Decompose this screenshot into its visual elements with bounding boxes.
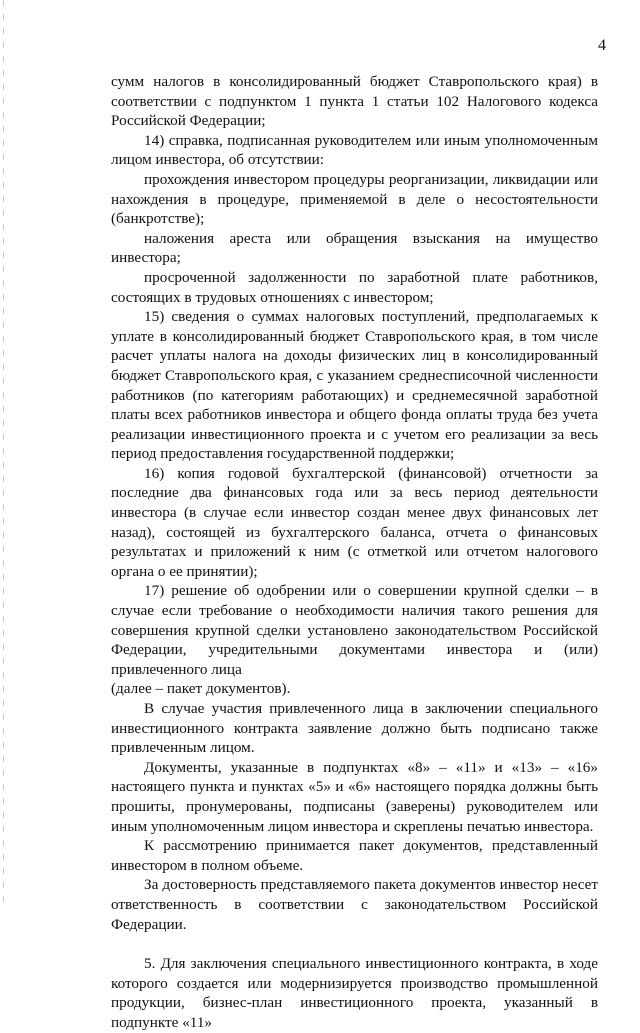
paragraph-item-14: 14) справка, подписанная руководителем или иным уполномоченным лицом инвестора, об отсутствии: xyxy=(111,131,598,169)
scan-edge-artifact xyxy=(3,0,4,905)
paragraph-responsibility: За достоверность представляемого пакета документов инвестор несет ответственность в соответствии с законодательством Российской Федерации. xyxy=(111,876,598,933)
paragraph-attracted-party: В случае участия привлеченного лица в заключении специального инвестиционного контракта заявление должно быть подписано также привлеченным лицом. xyxy=(111,700,598,757)
paragraph-item-15: 15) сведения о суммах налоговых поступлений, предполагаемых к уплате в консолидированный бюджет Ставропольского края, в том числе расчет уплаты налога на доходы физических лиц в консолидированный бюджет Ставропольского края, с указанием среднесписочной численности работников (по категориям работающих) и среднемесячной заработной платы всех работников инвестора и общего фонда оплаты труда без учета реализации инвестиционного проекта и с учетом его реализации за весь период предоставления государственной поддержки; xyxy=(111,308,598,463)
section-gap xyxy=(111,934,598,954)
paragraph-section-5: 5. Для заключения специального инвестиционного контракта, в ходе которого создается или модернизируется производство промышленной продукции, бизнес-план инвестиционного проекта, указанный в подпункте «11» xyxy=(111,955,598,1031)
paragraph-tax-continuation: сумм налогов в консолидированный бюджет Ставропольского края) в соответствии с подпунктом 1 пункта 1 статьи 102 Налогового кодекса Российской Федерации; xyxy=(111,73,598,130)
paragraph-documents-certification: Документы, указанные в подпунктах «8» – «11» и «13» – «16» настоящего пункта и пунктах «5» и «6» настоящего порядка должны быть прошиты, пронумерованы, подписаны (заверены) руководителем или иным уполномоченным лицом инвестора и скреплены печатью инвестора. xyxy=(111,758,598,835)
paragraph-full-package: К рассмотрению принимается пакет документов, представленный инвестором в полном объеме. xyxy=(111,837,598,874)
paragraph-item-17: 17) решение об одобрении или о совершении крупной сделки – в случае если требование о необходимости наличия такого решения для совершения крупной сделки установлено законодательством Российской Федерации, учредительными документами инвестора и (или) привлеченного лица xyxy=(111,582,598,678)
paragraph-item-16: 16) копия годовой бухгалтерской (финансовой) отчетности за последние два финансовых года или за весь период деятельности инвестора (в случае если инвестор создан менее двух финансовых лет назад), состоящей из бухгалтерского баланса, отчета о финансовых результатах и приложений к ним (с отметкой или отчетом налогового органа о ее принятии); xyxy=(111,464,598,580)
page-number: 4 xyxy=(598,37,606,54)
paragraph-package-note: (далее – пакет документов). xyxy=(111,680,291,698)
paragraph-reorganization: прохождения инвестором процедуры реорганизации, ликвидации или нахождения в процедуре, применяемой в деле о несостоятельности (банкротстве); xyxy=(111,170,598,228)
paragraph-arrest: наложения ареста или обращения взыскания на имущество инвестора; xyxy=(111,229,598,267)
paragraph-wage-debt: просроченной задолженности по заработной плате работников, состоящих в трудовых отношениях с инвестором; xyxy=(111,268,598,306)
document-body xyxy=(111,72,598,1033)
